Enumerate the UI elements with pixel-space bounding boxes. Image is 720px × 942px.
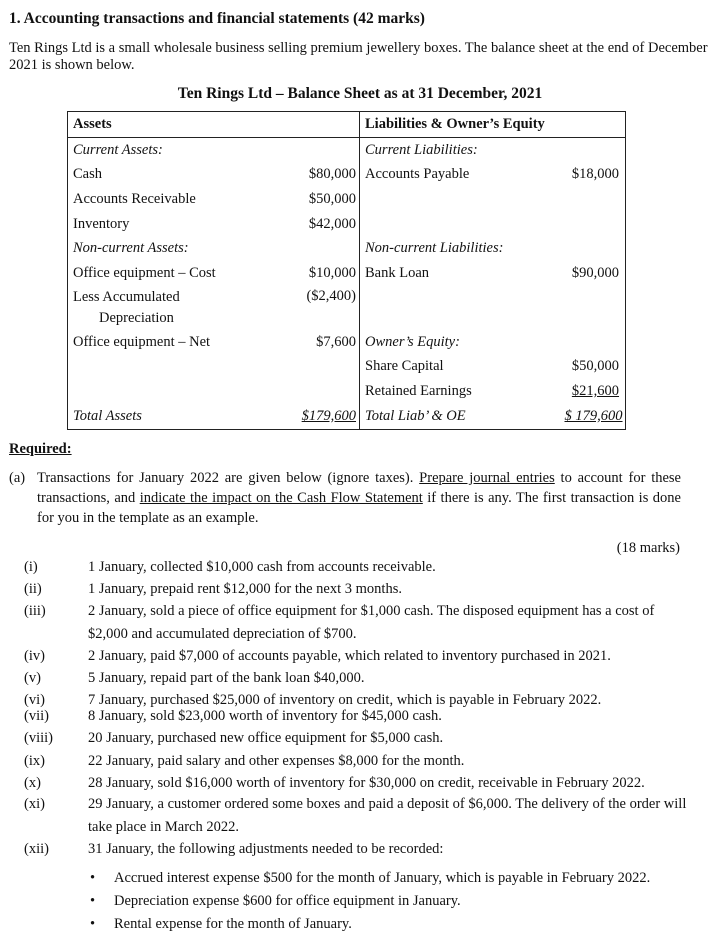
table-row bbox=[68, 137, 626, 162]
transaction-number: (ii) bbox=[24, 581, 42, 597]
table-row bbox=[68, 330, 626, 355]
transaction-item bbox=[24, 750, 689, 773]
transaction-text: 1 January, collected $10,000 cash from accounts receivable. bbox=[88, 559, 436, 575]
transaction-number: (i) bbox=[24, 559, 38, 575]
part-a bbox=[9, 468, 681, 528]
transaction-text: 7 January, purchased $25,000 of inventory on credit, which is payable in February 2022. bbox=[88, 692, 602, 708]
share-capital-label: Share Capital bbox=[365, 358, 444, 375]
transaction-number: (v) bbox=[24, 670, 41, 686]
office-equipment-net-value: $7,600 bbox=[278, 330, 360, 355]
transaction-item bbox=[24, 600, 689, 645]
part-a-text-3: if there is any. The first transaction is done for you in the template as an example. bbox=[37, 490, 681, 526]
transaction-item bbox=[24, 793, 689, 838]
adjustment-text: Depreciation expense $600 for office equipment in January. bbox=[114, 893, 461, 909]
transaction-text: 8 January, sold $23,000 worth of inventory for $45,000 cash. bbox=[88, 708, 442, 724]
accumulated-depreciation-line-1: Less Accumulated bbox=[73, 288, 180, 305]
transaction-number: (iii) bbox=[24, 603, 46, 619]
total-assets-label: Total Assets bbox=[68, 404, 278, 429]
required-heading: Required: bbox=[9, 441, 72, 457]
transaction-text: 28 January, sold $16,000 worth of inventory for $30,000 on credit, receivable in February 2022. bbox=[88, 775, 645, 791]
list-item bbox=[90, 867, 650, 890]
part-a-label: (a) bbox=[9, 470, 26, 486]
office-equipment-net-label: Office equipment – Net bbox=[68, 330, 278, 355]
transaction-text: 22 January, paid salary and other expenses $8,000 for the month. bbox=[88, 753, 465, 769]
table-row bbox=[68, 236, 626, 261]
transaction-number: (vii) bbox=[24, 708, 49, 724]
office-equipment-cost-value: $10,000 bbox=[278, 261, 360, 286]
office-equipment-cost-label: Office equipment – Cost bbox=[68, 261, 278, 286]
accounts-receivable-label: Accounts Receivable bbox=[68, 187, 278, 212]
table-row bbox=[68, 261, 626, 286]
retained-earnings-value: $21,600 bbox=[560, 379, 626, 404]
bullet-icon: • bbox=[90, 870, 96, 886]
bullet-icon: • bbox=[90, 893, 96, 909]
accumulated-depreciation-value: ($2,400) bbox=[278, 286, 360, 330]
current-assets-label: Current Assets: bbox=[68, 137, 278, 162]
transaction-item bbox=[24, 667, 689, 690]
transaction-text: 2 January, paid $7,000 of accounts payable, which related to inventory purchased in 2021. bbox=[88, 648, 611, 664]
question-heading: 1. Accounting transactions and financial statements (42 marks) bbox=[9, 10, 425, 27]
prepare-journal-entries-text: Prepare journal entries bbox=[419, 470, 555, 486]
share-capital-value: $50,000 bbox=[560, 355, 626, 380]
transaction-item bbox=[24, 556, 689, 579]
adjustment-text: Rental expense for the month of January. bbox=[114, 916, 352, 932]
transaction-text: 1 January, prepaid rent $12,000 for the next 3 months. bbox=[88, 581, 402, 597]
transaction-item bbox=[24, 705, 689, 728]
part-a-text bbox=[37, 468, 681, 528]
transaction-number: (x) bbox=[24, 775, 41, 791]
bullet-icon: • bbox=[90, 916, 96, 932]
accumulated-depreciation-label bbox=[68, 286, 278, 330]
liabilities-header: Liabilities & Owner’s Equity bbox=[360, 112, 626, 138]
transaction-item bbox=[24, 645, 689, 668]
part-a-text-1: Transactions for January 2022 are given below (ignore taxes). bbox=[37, 470, 420, 486]
total-assets-value: $179,600 bbox=[278, 404, 360, 429]
noncurrent-liabilities-label: Non-current Liabilities: bbox=[365, 240, 504, 257]
accounts-receivable-value: $50,000 bbox=[278, 187, 360, 212]
balance-sheet-title: Ten Rings Ltd – Balance Sheet as at 31 December, 2021 bbox=[177, 85, 543, 102]
adjustment-text: Accrued interest expense $500 for the month of January, which is payable in February 2022. bbox=[114, 870, 651, 886]
transaction-number: (xii) bbox=[24, 841, 49, 857]
accumulated-depreciation-line-2: Depreciation bbox=[99, 309, 174, 326]
list-item bbox=[90, 890, 650, 913]
table-row bbox=[68, 162, 626, 187]
retained-earnings-label: Retained Earnings bbox=[365, 383, 472, 400]
marks-label: (18 marks) bbox=[616, 540, 680, 556]
transaction-text: 2 January, sold a piece of office equipment for $1,000 cash. The disposed equipment has a cost of $2,000 and accumulated depreciation of $700. bbox=[88, 603, 655, 642]
accounts-payable-value: $18,000 bbox=[560, 162, 626, 187]
transaction-item bbox=[24, 727, 689, 750]
bank-loan-value: $90,000 bbox=[560, 261, 626, 286]
transaction-text: 29 January, a customer ordered some boxes and paid a deposit of $6,000. The delivery of the order will take place in March 2022. bbox=[88, 796, 687, 835]
adjustments-list bbox=[90, 867, 650, 936]
current-liabilities-label: Current Liabilities: bbox=[365, 141, 478, 158]
table-row bbox=[68, 187, 626, 212]
table-row bbox=[68, 404, 626, 429]
bank-loan-label: Bank Loan bbox=[365, 264, 430, 281]
transaction-text: 5 January, repaid part of the bank loan $40,000. bbox=[88, 670, 365, 686]
table-row bbox=[68, 112, 626, 138]
table-row bbox=[68, 355, 626, 380]
inventory-value: $42,000 bbox=[278, 212, 360, 237]
cash-value: $80,000 bbox=[278, 162, 360, 187]
cash-label: Cash bbox=[68, 162, 278, 187]
table-row bbox=[68, 379, 626, 404]
total-liabilities-value: $ 179,600 bbox=[560, 404, 626, 429]
intro-paragraph: Ten Rings Ltd is a small wholesale business selling premium jewellery boxes. The balance sheet at the end of December 2021 is shown below. bbox=[9, 40, 708, 73]
transaction-number: (xi) bbox=[24, 796, 45, 812]
accounts-payable-label: Accounts Payable bbox=[365, 166, 470, 183]
owners-equity-label: Owner’s Equity: bbox=[365, 333, 460, 350]
table-row bbox=[68, 286, 626, 330]
transaction-item bbox=[24, 838, 689, 861]
transaction-number: (viii) bbox=[24, 730, 53, 746]
part-a-text-2: to account for these transactions, and bbox=[37, 470, 681, 506]
transaction-item bbox=[24, 772, 689, 795]
balance-sheet-table bbox=[67, 111, 626, 430]
transaction-number: (ix) bbox=[24, 753, 45, 769]
transaction-number: (iv) bbox=[24, 648, 45, 664]
assets-header: Assets bbox=[68, 112, 360, 138]
list-item bbox=[90, 913, 650, 936]
total-liabilities-label: Total Liab’ & OE bbox=[360, 404, 560, 429]
transaction-text: 20 January, purchased new office equipment for $5,000 cash. bbox=[88, 730, 444, 746]
transaction-number: (vi) bbox=[24, 692, 45, 708]
cash-flow-impact-text: indicate the impact on the Cash Flow Statement bbox=[139, 490, 423, 506]
table-row bbox=[68, 212, 626, 237]
noncurrent-assets-label: Non-current Assets: bbox=[68, 236, 278, 261]
inventory-label: Inventory bbox=[68, 212, 278, 237]
transaction-text: 31 January, the following adjustments needed to be recorded: bbox=[88, 841, 444, 857]
transaction-item bbox=[24, 578, 689, 601]
